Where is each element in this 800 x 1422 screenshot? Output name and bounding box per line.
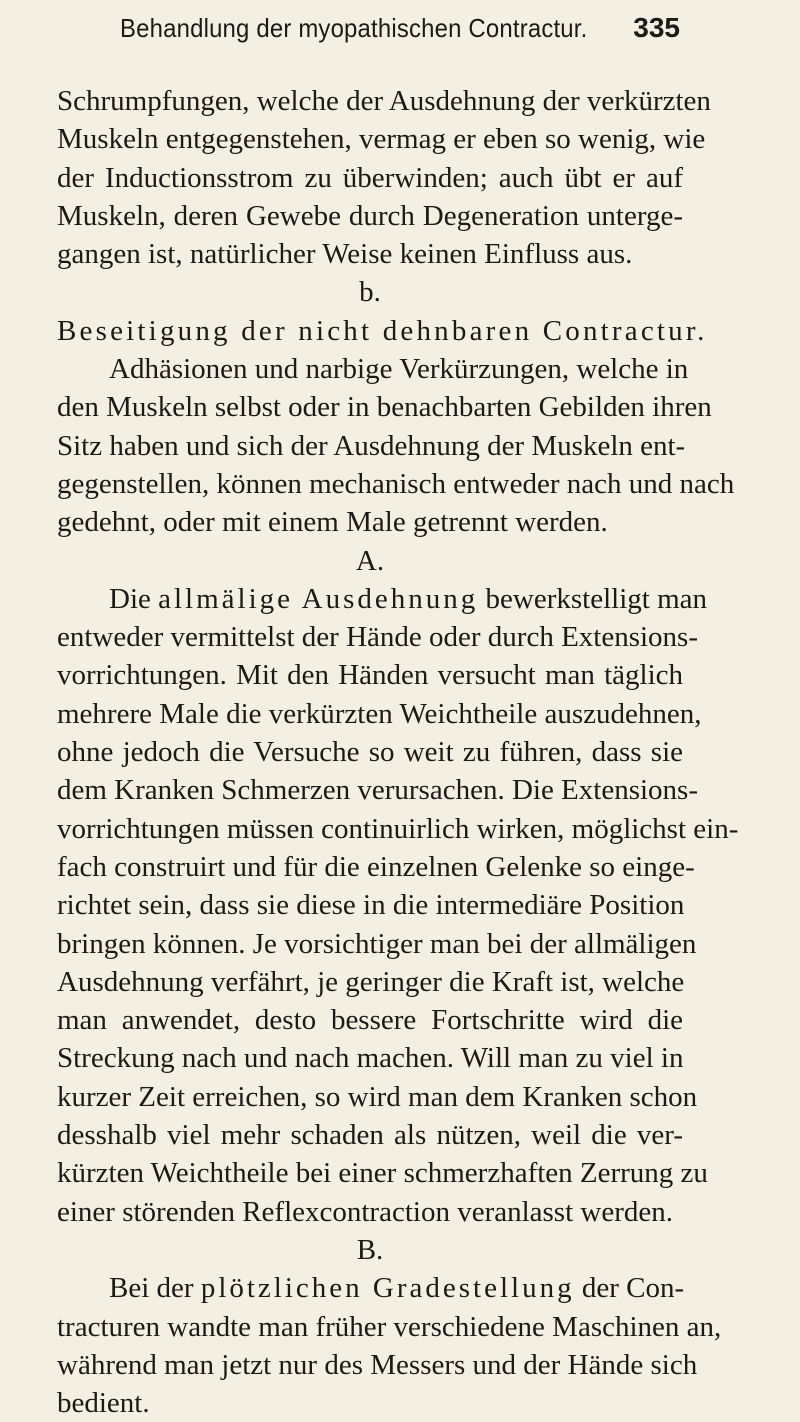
text-line: desshalb viel mehr schaden als nützen, weil die ver- [57,1119,683,1152]
section-title: Beseitigung der nicht dehnbaren Contractur. [57,314,708,347]
page-number: 335 [633,12,680,43]
text-line: entweder vermittelst der Hände oder durch Extensions- [57,621,699,654]
text-line: kürzten Weichtheile bei einer schmerzhaften Zerrung zu [57,1157,708,1190]
section-letter-B: B. [356,1233,384,1266]
text-line: vorrichtungen. Mit den Händen versucht man täglich [57,659,683,692]
text-line: fach construirt und für die einzelnen Gelenke so einge- [57,850,695,883]
text-line: Ausdehnung verfährt, je geringer die Kraft ist, welche [57,965,685,998]
text-line: man anwendet, desto bessere Fortschritte wird die [57,1004,683,1037]
spaced-emphasis: allmälige Ausdehnung [158,582,479,615]
text-line: gedehnt, oder mit einem Male getrennt werden. [57,506,608,539]
paragraph-adhaesionen [57,350,735,541]
text-line: dem Kranken Schmerzen verursachen. Die Extensions- [57,774,698,807]
text-line: während man jetzt nur des Messers und der Hände sich [57,1348,698,1381]
text-line: den Muskeln selbst oder in benachbarten Gebilden ihren [57,391,712,424]
text-line: Adhäsionen und narbige Verkürzungen, welche in [109,353,689,386]
text-line: Sitz haben und sich der Ausdehnung der Muskeln ent- [57,429,686,462]
body-text [57,82,739,1422]
text-line: bedient. [57,1387,150,1420]
text-line: mehrere Male die verkürzten Weichtheile auszudehnen, [57,697,702,730]
text-line: tracturen wandte man früher verschiedene Maschinen an, [57,1310,722,1343]
text-line: einer störenden Reflexcontraction veranlasst werden. [57,1195,673,1228]
text-line: richtet sein, dass sie diese in die intermediäre Position [57,889,685,922]
paragraph-continuation [57,82,711,273]
line-lead: Die [109,582,151,615]
line-rest: der Con- [581,1272,685,1305]
line-lead: Bei der [109,1272,194,1305]
line-rest: bewerkstelligt man [485,582,707,615]
running-head-title: Behandlung der myopathischen Contractur. [120,13,588,43]
text-line [57,1269,683,1307]
paragraph-allmaelige-ausdehnung [57,580,739,1231]
text-line: kurzer Zeit erreichen, so wird man dem Kranken schon [57,1080,698,1113]
spaced-emphasis: plötzlichen Gradestellung [200,1272,575,1305]
paragraph-gradestellung [57,1269,722,1422]
text-line: der Inductionsstrom zu überwinden; auch übt er auf [57,161,683,194]
section-letter-A: A. [355,544,385,577]
text-line: Muskeln, deren Gewebe durch Degeneration unterge- [57,199,683,232]
text-line: vorrichtungen müssen continuirlich wirken, möglichst ein- [57,812,739,845]
text-line: Schrumpfungen, welche der Ausdehnung der verkürzten [57,85,711,117]
text-line: bringen können. Je vorsichtiger man bei der allmäligen [57,927,697,960]
text-line: Streckung nach und nach machen. Will man zu viel in [57,1042,684,1075]
text-line: gangen ist, natürlicher Weise keinen Einfluss aus. [57,238,633,271]
text-line: ohne jedoch die Versuche so weit zu führen, dass sie [57,736,683,769]
text-line: gegenstellen, können mechanisch entweder nach und nach [57,467,735,500]
section-letter-b: b. [359,276,381,309]
text-line [57,580,707,618]
running-head [120,8,680,48]
text-line: Muskeln entgegenstehen, vermag er eben so wenig, wie [57,123,706,156]
